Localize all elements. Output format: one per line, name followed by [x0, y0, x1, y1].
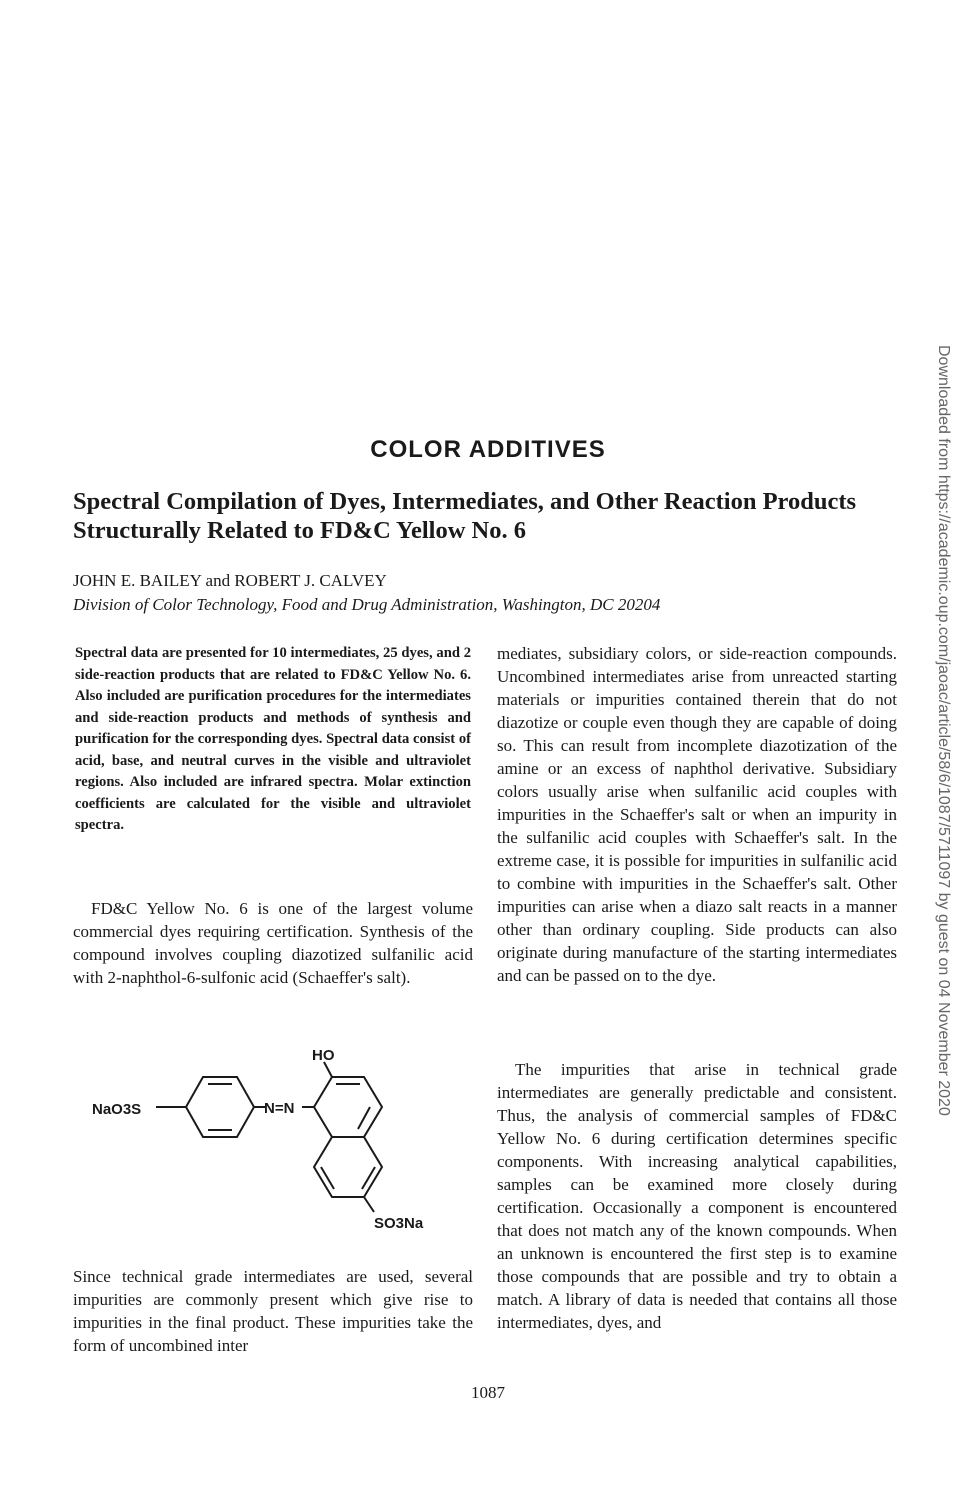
body-paragraph-1: FD&C Yellow No. 6 is one of the largest volume commercial dyes requiring certification. Synthesis of the compound involves coupling diazotized sulfanilic acid with 2-naphthol-6-sulfonic acid (Schaeffer's salt). [73, 899, 473, 987]
body-paragraph-2: Since technical grade intermediates are used, several impurities are commonly present which give rise to impurities in the final product. These impurities take the form of uncombined inter [73, 1267, 473, 1355]
naphthalene-upper-ring [314, 1077, 382, 1137]
benzene-ring [186, 1077, 254, 1137]
right-sulfonate-label: SO3Na [374, 1215, 424, 1232]
article-title: Spectral Compilation of Dyes, Intermediates, and Other Reaction Products Structurally Related to FD&C Yellow No. 6 [73, 488, 857, 544]
article-authors: JOHN E. BAILEY and ROBERT J. CALVEY [73, 571, 387, 590]
naphthalene-lower-ring [314, 1137, 382, 1197]
abstract: Spectral data are presented for 10 intermediates, 25 dyes, and 2 side-reaction products that are related to FD&C Yellow No. 6. Also included are purification procedures for the intermediates and side-reaction products and methods of synthesis and purification for the corresponding dyes. Spectral data consist of acid, base, and neutral curves in the visible and ultraviolet regions. Also included are infrared spectra. Molar extinction coefficients are calculated for the visible and ultraviolet spectra. [75, 645, 471, 833]
download-notice-container [934, 345, 956, 1165]
section-heading: COLOR ADDITIVES [370, 436, 606, 463]
hydroxyl-label: HO [312, 1047, 335, 1064]
page-number: 1087 [471, 1383, 505, 1402]
download-notice: Downloaded from https://academic.oup.com/jaoac/article/58/6/1087/5711097 by guest on 04 November 2020 [935, 345, 952, 1116]
fd-c-yellow-6-structure-diagram [88, 1040, 448, 1240]
azo-label: N=N [264, 1100, 295, 1117]
chemical-structure [88, 1040, 448, 1240]
article-affiliation: Division of Color Technology, Food and Drug Administration, Washington, DC 20204 [73, 595, 661, 614]
body-paragraph-3: mediates, subsidiary colors, or side-reaction compounds. Uncombined intermediates arise from unreacted starting materials or impurities contained therein that do not diazotize or couple even though they are capable of doing so. This can result from incomplete diazotization of the amine or an excess of naphthol derivative. Subsidiary colors usually arise when sulfanilic acid couples with impurities in the Schaeffer's salt or when an impurity in the sulfanilic acid couples with Schaeffer's salt. In the extreme case, it is possible for impurities in sulfanilic acid to combine with impurities in the Schaeffer's salt. Other impurities can arise when a diazo salt reacts in a manner other than ordinary coupling. Side products can also originate during manufacture of the starting intermediates and can be passed on to the dye. [497, 644, 897, 985]
body-paragraph-4: The impurities that arise in technical grade intermediates are generally predictable and consistent. Thus, the analysis of commercial samples of FD&C Yellow No. 6 during certification determines specific components. With increasing analytical capabilities, samples can be examined more closely during certification. Occasionally a component is encountered that does not match any of the known compounds. When an unknown is encountered the first step is to examine those compounds that are possible and try to obtain a match. A library of data is needed that contains all those intermediates, dyes, and [497, 1060, 897, 1332]
left-sulfonate-label: NaO3S [92, 1101, 142, 1118]
